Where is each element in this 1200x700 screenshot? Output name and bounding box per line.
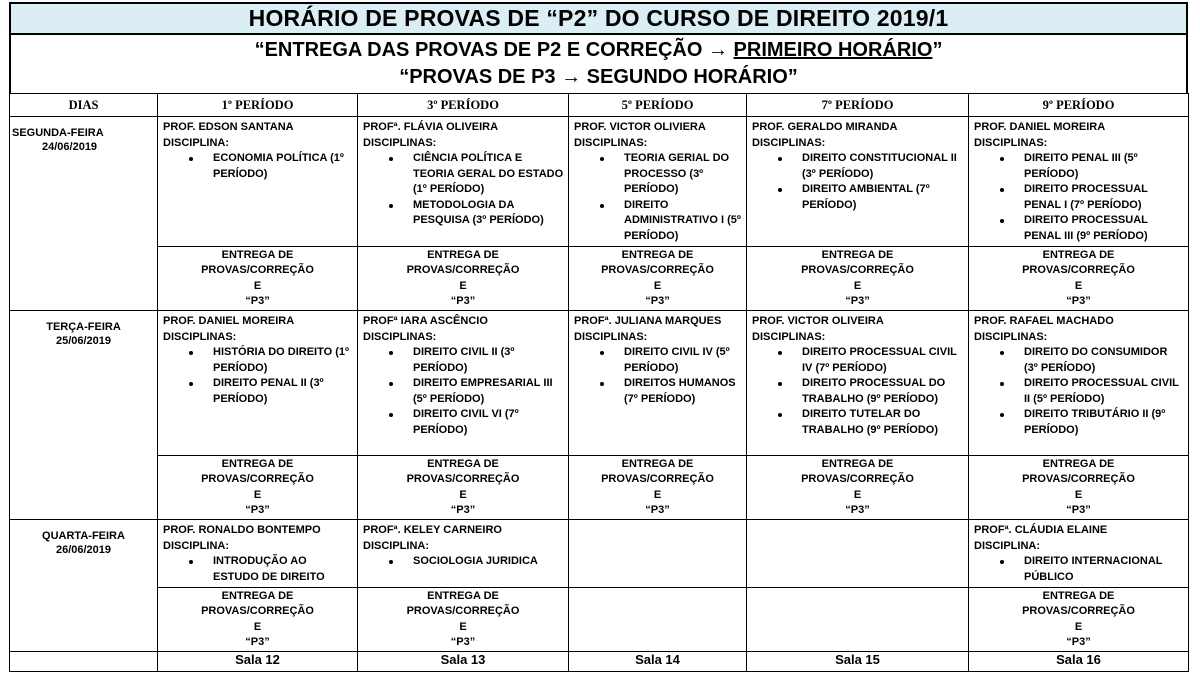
professor-name: PROF. DANIEL MOREIRA bbox=[974, 121, 1106, 133]
room-cell: Sala 14 bbox=[569, 652, 747, 672]
subtitle-line-1 bbox=[255, 37, 943, 64]
entrega-line: E bbox=[1074, 620, 1083, 633]
entrega-row bbox=[10, 588, 1189, 652]
entrega-line: E bbox=[853, 279, 862, 292]
entrega-line: ENTREGA DE bbox=[621, 249, 694, 261]
entrega-cell bbox=[569, 456, 747, 520]
entrega-line: PROVAS/CORREÇÃO bbox=[1022, 473, 1135, 486]
col-header-7-periodo: 7º PERÍODO bbox=[747, 94, 969, 117]
discipline-list bbox=[574, 345, 742, 407]
entrega-line: E bbox=[653, 279, 662, 292]
empty-cell bbox=[747, 588, 969, 652]
day-cell bbox=[10, 311, 158, 520]
entrega-line: PROVAS/CORREÇÃO bbox=[201, 605, 314, 618]
entrega-line: E bbox=[459, 620, 467, 633]
discipline-list bbox=[974, 554, 1184, 585]
discipline-item: DIREITOS HUMANOS (7º PERÍODO) bbox=[616, 376, 742, 407]
discipline-item: DIREITO PROCESSUAL CIVIL IV (7º PERÍODO) bbox=[794, 345, 964, 376]
subtitle-block bbox=[9, 35, 1188, 93]
discipline-item: TEORIA GERIAL DO PROCESSO (3º PERÍODO) bbox=[616, 151, 742, 198]
discipline-label: DISCIPLINAS: bbox=[974, 330, 1048, 343]
entrega-line: E bbox=[1074, 279, 1083, 292]
day-row bbox=[10, 520, 1189, 588]
entrega-cell bbox=[158, 247, 358, 311]
entrega-line: “P3” bbox=[450, 635, 476, 648]
subtitle-line-1-underlined: PRIMEIRO HORÁRIO bbox=[733, 39, 933, 61]
entrega-line: “P3” bbox=[245, 503, 270, 516]
day-name: TERÇA-FEIRA bbox=[46, 321, 121, 333]
entrega-cell bbox=[358, 456, 569, 520]
schedule-sheet bbox=[9, 2, 1188, 672]
professor-name: PROF. RAFAEL MACHADO bbox=[974, 315, 1114, 327]
discipline-list bbox=[363, 345, 564, 438]
entrega-line: PROVAS/CORREÇÃO bbox=[801, 264, 914, 277]
entrega-row bbox=[10, 456, 1189, 520]
professor-name: PROFª. KELEY CARNEIRO bbox=[363, 524, 502, 536]
room-cell: Sala 12 bbox=[158, 652, 358, 672]
entrega-cell bbox=[358, 247, 569, 311]
subtitle-line-1-suffix: ” bbox=[932, 39, 943, 61]
exam-cell bbox=[158, 117, 358, 247]
discipline-item: SOCIOLOGIA JURIDICA bbox=[405, 554, 564, 570]
day-cell bbox=[10, 117, 158, 311]
exam-cell bbox=[569, 117, 747, 247]
entrega-line: PROVAS/CORREÇÃO bbox=[601, 264, 714, 277]
discipline-label: DISCIPLINAS: bbox=[163, 330, 237, 343]
discipline-item: DIREITO PROCESSUAL PENAL I (7º PERÍODO) bbox=[1016, 182, 1184, 213]
exam-cell bbox=[358, 520, 569, 588]
entrega-line: “P3” bbox=[245, 635, 270, 648]
discipline-item: DIREITO PENAL III (5º PERÍODO) bbox=[1016, 151, 1184, 182]
entrega-line: ENTREGA DE bbox=[427, 458, 499, 470]
entrega-cell bbox=[747, 456, 969, 520]
discipline-item: DIREITO PROCESSUAL DO TRABALHO (9º PERÍODO) bbox=[794, 376, 964, 407]
discipline-list bbox=[163, 554, 353, 585]
professor-name: PROFª IARA ASCÊNCIO bbox=[363, 315, 488, 327]
day-row bbox=[10, 311, 1189, 456]
discipline-label: DISCIPLINA: bbox=[163, 539, 229, 552]
entrega-line: ENTREGA DE bbox=[221, 590, 294, 602]
exam-cell bbox=[158, 520, 358, 588]
professor-name: PROFª. CLÁUDIA ELAINE bbox=[974, 524, 1108, 536]
professor-name: PROF. RONALDO BONTEMPO bbox=[163, 524, 321, 536]
professor-name: PROF. VICTOR OLIVEIRA bbox=[752, 315, 884, 327]
discipline-label: DISCIPLINAS: bbox=[752, 330, 826, 343]
discipline-item: CIÊNCIA POLÍTICA E TEORIA GERAL DO ESTADO (1º PERÍODO) bbox=[405, 151, 564, 198]
entrega-cell bbox=[969, 247, 1189, 311]
entrega-line: ENTREGA DE bbox=[821, 458, 894, 470]
discipline-item: DIREITO EMPRESARIAL III (5º PERÍODO) bbox=[405, 376, 564, 407]
entrega-line: “P3” bbox=[1066, 635, 1091, 648]
exam-cell bbox=[747, 520, 969, 588]
entrega-line: PROVAS/CORREÇÃO bbox=[801, 473, 914, 486]
discipline-list bbox=[974, 151, 1184, 244]
discipline-list bbox=[752, 151, 964, 213]
discipline-list bbox=[163, 345, 353, 407]
entrega-line: E bbox=[253, 488, 262, 501]
discipline-item: DIREITO DO CONSUMIDOR (3º PERÍODO) bbox=[1016, 345, 1184, 376]
entrega-line: ENTREGA DE bbox=[621, 458, 694, 470]
discipline-list bbox=[974, 345, 1184, 438]
discipline-list bbox=[363, 554, 564, 570]
page-title: HORÁRIO DE PROVAS DE “P2” DO CURSO DE DIREITO 2019/1 bbox=[9, 2, 1188, 35]
entrega-line: “P3” bbox=[1066, 503, 1091, 516]
discipline-label: DISCIPLINAS: bbox=[974, 136, 1048, 149]
discipline-item: HISTÓRIA DO DIREITO (1º PERÍODO) bbox=[205, 345, 353, 376]
discipline-item: ECONOMIA POLÍTICA (1º PERÍODO) bbox=[205, 151, 353, 182]
discipline-item: DIREITO TRIBUTÁRIO II (9º PERÍODO) bbox=[1016, 407, 1184, 438]
exam-cell bbox=[747, 117, 969, 247]
exam-cell bbox=[747, 311, 969, 456]
discipline-item: DIREITO CIVIL IV (5º PERÍODO) bbox=[616, 345, 742, 376]
discipline-label: DISCIPLINAS: bbox=[363, 330, 437, 343]
entrega-line: “P3” bbox=[450, 294, 476, 307]
entrega-line: PROVAS/CORREÇÃO bbox=[406, 473, 520, 486]
entrega-line: ENTREGA DE bbox=[821, 249, 894, 261]
discipline-label: DISCIPLINA: bbox=[363, 539, 429, 552]
discipline-list bbox=[163, 151, 353, 182]
subtitle-line-1-prefix: “ENTREGA DAS PROVAS DE P2 E CORREÇÃO → bbox=[254, 39, 734, 61]
discipline-item: INTRODUÇÃO AO ESTUDO DE DIREITO bbox=[205, 554, 353, 585]
exam-cell bbox=[158, 311, 358, 456]
col-header-dias: DIAS bbox=[10, 94, 158, 117]
col-header-5-periodo: 5º PERÍODO bbox=[569, 94, 747, 117]
room-row-blank bbox=[10, 652, 158, 672]
entrega-line: ENTREGA DE bbox=[1042, 249, 1115, 261]
entrega-line: PROVAS/CORREÇÃO bbox=[601, 473, 714, 486]
discipline-item: DIREITO CIVIL II (3º PERÍODO) bbox=[405, 345, 564, 376]
discipline-item: DIREITO CONSTITUCIONAL II (3º PERÍODO) bbox=[794, 151, 964, 182]
room-row bbox=[10, 652, 1189, 672]
header-row bbox=[10, 94, 1189, 117]
discipline-item: DIREITO ADMINISTRATIVO I (5º PERÍODO) bbox=[616, 198, 742, 245]
col-header-3-periodo: 3º PERÍODO bbox=[358, 94, 569, 117]
entrega-line: ENTREGA DE bbox=[427, 590, 499, 602]
entrega-line: E bbox=[653, 488, 662, 501]
discipline-label: DISCIPLINAS: bbox=[574, 330, 648, 343]
entrega-line: E bbox=[459, 279, 467, 292]
room-cell: Sala 13 bbox=[358, 652, 569, 672]
schedule-body bbox=[10, 117, 1189, 652]
discipline-item: DIREITO PENAL II (3º PERÍODO) bbox=[205, 376, 353, 407]
entrega-line: E bbox=[253, 279, 262, 292]
entrega-line: “P3” bbox=[1066, 294, 1091, 307]
day-date: 25/06/2019 bbox=[55, 335, 112, 347]
professor-name: PROFª. FLÁVIA OLIVEIRA bbox=[363, 121, 499, 133]
entrega-line: PROVAS/CORREÇÃO bbox=[406, 605, 520, 618]
discipline-label: DISCIPLINA: bbox=[163, 136, 229, 149]
entrega-line: “P3” bbox=[450, 503, 476, 516]
professor-name: PROFª. JULIANA MARQUES bbox=[574, 315, 722, 327]
entrega-cell bbox=[969, 588, 1189, 652]
discipline-item: DIREITO TUTELAR DO TRABALHO (9º PERÍODO) bbox=[794, 407, 964, 438]
col-header-1-periodo: 1º PERÍODO bbox=[158, 94, 358, 117]
entrega-line: “P3” bbox=[645, 503, 670, 516]
professor-name: PROF. VICTOR OLIVIERA bbox=[574, 121, 706, 133]
entrega-cell bbox=[569, 247, 747, 311]
entrega-line: E bbox=[253, 620, 262, 633]
day-row bbox=[10, 117, 1189, 247]
exam-cell bbox=[969, 520, 1189, 588]
entrega-line: PROVAS/CORREÇÃO bbox=[201, 264, 314, 277]
discipline-label: DISCIPLINAS: bbox=[363, 136, 437, 149]
entrega-line: ENTREGA DE bbox=[1042, 590, 1115, 602]
exam-cell bbox=[358, 311, 569, 456]
professor-name: PROF. DANIEL MOREIRA bbox=[163, 315, 295, 327]
discipline-item: DIREITO INTERNACIONAL PÚBLICO bbox=[1016, 554, 1184, 585]
entrega-line: PROVAS/CORREÇÃO bbox=[1022, 264, 1135, 277]
discipline-item: DIREITO PROCESSUAL CIVIL II (5º PERÍODO) bbox=[1016, 376, 1184, 407]
room-cell: Sala 16 bbox=[969, 652, 1189, 672]
entrega-cell bbox=[158, 456, 358, 520]
entrega-line: E bbox=[459, 488, 467, 501]
discipline-list bbox=[752, 345, 964, 438]
day-name: QUARTA-FEIRA bbox=[42, 530, 125, 542]
entrega-line: ENTREGA DE bbox=[221, 249, 294, 261]
schedule-table bbox=[9, 93, 1189, 672]
entrega-line: ENTREGA DE bbox=[427, 249, 499, 261]
entrega-line: ENTREGA DE bbox=[1042, 458, 1115, 470]
col-header-9-periodo: 9º PERÍODO bbox=[969, 94, 1189, 117]
discipline-item: METODOLOGIA DA PESQUISA (3º PERÍODO) bbox=[405, 198, 564, 229]
exam-cell bbox=[969, 311, 1189, 456]
discipline-label: DISCIPLINAS: bbox=[574, 136, 648, 149]
entrega-line: E bbox=[1074, 488, 1083, 501]
discipline-label: DISCIPLINA: bbox=[974, 539, 1040, 552]
professor-name: PROF. EDSON SANTANA bbox=[163, 121, 294, 133]
discipline-label: DISCIPLINAS: bbox=[752, 136, 826, 149]
entrega-line: “P3” bbox=[845, 503, 870, 516]
entrega-cell bbox=[358, 588, 569, 652]
entrega-line: “P3” bbox=[645, 294, 670, 307]
discipline-item: DIREITO CIVIL VI (7º PERÍODO) bbox=[405, 407, 564, 438]
discipline-item: DIREITO PROCESSUAL PENAL III (9º PERÍODO) bbox=[1016, 213, 1184, 244]
entrega-line: ENTREGA DE bbox=[221, 458, 294, 470]
discipline-list bbox=[574, 151, 742, 244]
entrega-line: “P3” bbox=[845, 294, 870, 307]
exam-cell bbox=[358, 117, 569, 247]
day-name: SEGUNDA-FEIRA bbox=[12, 127, 104, 139]
exam-cell bbox=[569, 311, 747, 456]
entrega-line: PROVAS/CORREÇÃO bbox=[1022, 605, 1135, 618]
subtitle-line-2: “PROVAS DE P3 → SEGUNDO HORÁRIO” bbox=[399, 66, 798, 88]
entrega-row bbox=[10, 247, 1189, 311]
entrega-line: “P3” bbox=[245, 294, 270, 307]
discipline-list bbox=[363, 151, 564, 229]
exam-cell bbox=[969, 117, 1189, 247]
day-cell bbox=[10, 520, 158, 652]
empty-cell bbox=[569, 588, 747, 652]
discipline-item: DIREITO AMBIENTAL (7º PERÍODO) bbox=[794, 182, 964, 213]
entrega-cell bbox=[158, 588, 358, 652]
day-date: 24/06/2019 bbox=[42, 141, 98, 153]
entrega-line: E bbox=[853, 488, 862, 501]
entrega-line: PROVAS/CORREÇÃO bbox=[406, 264, 520, 277]
exam-cell bbox=[569, 520, 747, 588]
professor-name: PROF. GERALDO MIRANDA bbox=[752, 121, 898, 133]
entrega-line: PROVAS/CORREÇÃO bbox=[201, 473, 314, 486]
entrega-cell bbox=[747, 247, 969, 311]
day-date: 26/06/2019 bbox=[55, 544, 112, 556]
room-cell: Sala 15 bbox=[747, 652, 969, 672]
entrega-cell bbox=[969, 456, 1189, 520]
